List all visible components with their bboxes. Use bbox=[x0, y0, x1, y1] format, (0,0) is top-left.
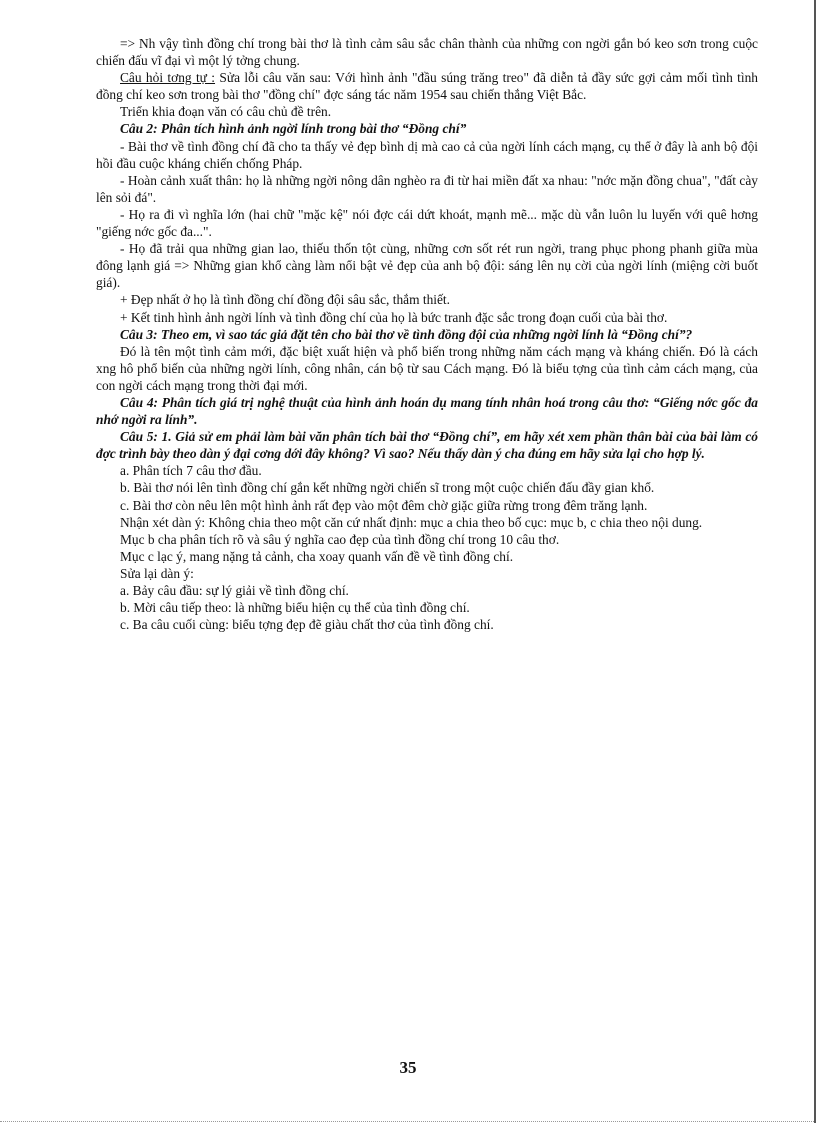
question-heading: Câu 3: Theo em, vì sao tác giả đặt tên cho bài thơ về tình đồng đội của những ngời lính là “Đồng chí”? bbox=[120, 326, 693, 342]
inline-label: Câu hỏi tơng tự : bbox=[120, 70, 216, 86]
paragraph: Triển khia đoạn văn có câu chủ đề trên. bbox=[120, 104, 332, 120]
paragraph: a. Bảy câu đầu: sự lý giải về tình đồng chí. bbox=[120, 583, 349, 598]
paragraph: Sửa lại dàn ý: bbox=[120, 565, 194, 581]
paragraph bbox=[96, 69, 758, 103]
document-body bbox=[96, 35, 758, 633]
paragraph: Đó là tên một tình cảm mới, đặc biệt xuất hiện và phổ biến trong những năm cách mạng và kháng chiến. Đó là cách xng hô phổ biến của những ngời lính, công nhân, cán bộ từ sau Cách mạng. Đó là biểu tợng của tình cảm cách mạng, của con ngời cách mạng trong thời đại mới. bbox=[96, 343, 758, 393]
paragraph: b. Mời câu tiếp theo: là những biểu hiện cụ thể của tình đồng chí. bbox=[120, 600, 470, 616]
paragraph-text: Sửa lỗi câu văn sau: Với hình ảnh "đầu súng trăng treo" đã diễn tả đầy sức gợi cảm mối tình tình đồng chí keo sơn trong bài thơ "đồng chí" đợc sáng tác năm 1954 sau chiến thắng Việt Bắc. bbox=[96, 70, 758, 103]
page-bottom-divider bbox=[0, 1121, 814, 1122]
paragraph: c. Ba câu cuối cùng: biểu tợng đẹp đẽ giàu chất thơ của tình đồng chí. bbox=[120, 617, 494, 633]
paragraph: Mục c lạc ý, mang nặng tả cảnh, cha xoay quanh vấn đề về tình đồng chí. bbox=[120, 548, 514, 564]
question-heading: Câu 4: Phân tích giá trị nghệ thuật của hình ảnh hoán dụ mang tính nhân hoá trong câu thơ: “Giếng nớc gốc đa nhớ ngời ra lính”. bbox=[96, 394, 758, 428]
paragraph: - Bài thơ về tình đồng chí đã cho ta thấy vẻ đẹp bình dị mà cao cả của ngời lính cách mạng, cụ thể ở đây là anh bộ đội hồi đầu cuộc kháng chiến chống Pháp. bbox=[96, 138, 758, 171]
paragraph: a. Phân tích 7 câu thơ đầu. bbox=[120, 463, 262, 479]
paragraph: - Hoàn cảnh xuất thân: họ là những ngời nông dân nghèo ra đi từ hai miền đất xa nhau: "nớc mặn đồng chua", "đất cày lên sỏi đá". bbox=[96, 172, 758, 205]
paragraph: Nhận xét dàn ý: Không chia theo một căn cứ nhất định: mục a chia theo bố cục: mục b, c chia theo nội dung. bbox=[120, 514, 703, 530]
page-number: 35 bbox=[399, 1058, 417, 1077]
question-heading: Câu 2: Phân tích hình ảnh ngời lính trong bài thơ “Đồng chí” bbox=[120, 121, 467, 137]
paragraph: b. Bài thơ nói lên tình đồng chí gắn kết những ngời chiến sĩ trong một cuộc chiến đấu đầy gian khổ. bbox=[120, 480, 655, 496]
paragraph: + Đẹp nhất ở họ là tình đồng chí đồng đội sâu sắc, thắm thiết. bbox=[120, 292, 450, 308]
question-heading: Câu 5: 1. Giả sử em phải làm bài văn phân tích bài thơ “Đồng chí”, em hãy xét xem phần thân bài của bài làm có đợc trình bày theo dàn ý đại cơng dới đây không? Vì sao? Nếu thấy dàn ý cha đúng em hãy sửa lại cho hợp lý. bbox=[96, 429, 758, 462]
paragraph: => Nh vậy tình đồng chí trong bài thơ là tình cảm sâu sắc chân thành của những con ngời gắn bó keo sơn trong cuộc chiến đấu vĩ đại vì một lý tởng chung. bbox=[96, 36, 758, 69]
paragraph: + Kết tinh hình ảnh ngời lính và tình đồng chí của họ là bức tranh đặc sắc trong đoạn cuối của bài thơ. bbox=[120, 309, 668, 325]
paragraph: - Họ ra đi vì nghĩa lớn (hai chữ "mặc kệ" nói đợc cái dứt khoát, mạnh mẽ... mặc dù vẫn luôn lu luyến với quê hơng "giếng nớc gốc đa...". bbox=[96, 206, 758, 240]
paragraph: Mục b cha phân tích rõ và sâu ý nghĩa cao đẹp của tình đồng chí trong 10 câu thơ. bbox=[120, 531, 560, 547]
paragraph: c. Bài thơ còn nêu lên một hình ảnh rất đẹp vào một đêm chờ giặc giữa rừng trong đêm trăng lạnh. bbox=[120, 497, 648, 513]
paragraph: - Họ đã trải qua những gian lao, thiếu thốn tột cùng, những cơn sốt rét run ngời, trang phục phong phanh giữa mùa đông lạnh giá => Những gian khổ càng làm nổi bật vẻ đẹp của anh bộ đội: sáng lên nụ cời của ngời lính (miệng cời buốt giá). bbox=[96, 241, 758, 291]
